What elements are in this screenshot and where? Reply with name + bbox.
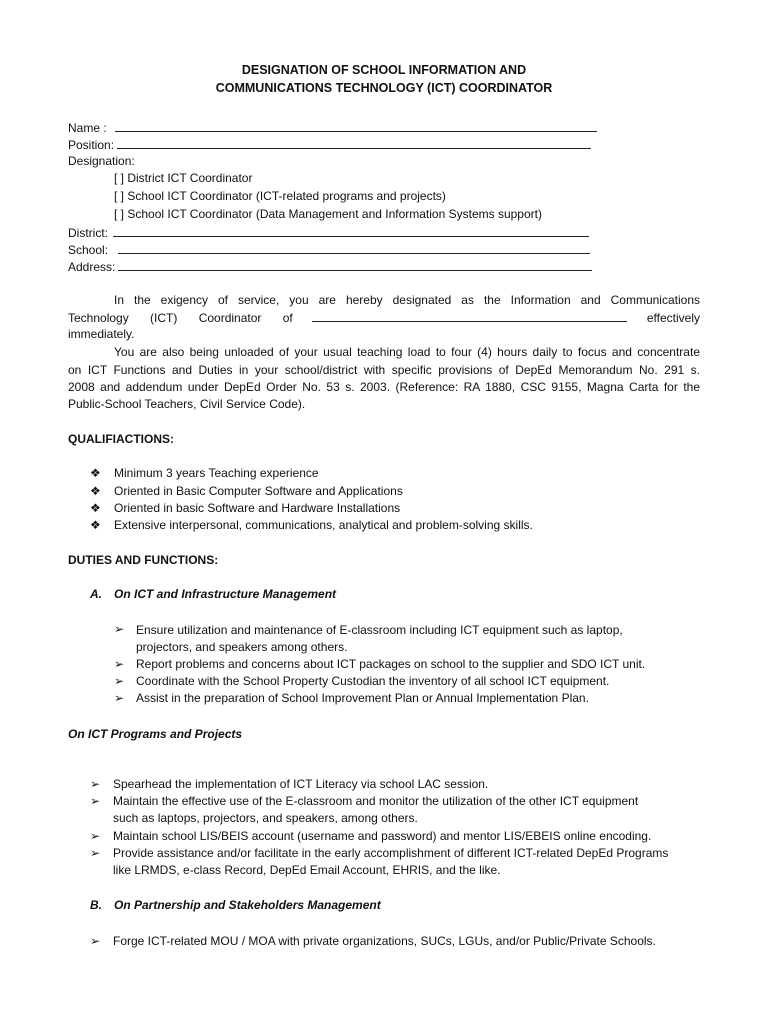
- designation-option-district: [ ] District ICT Coordinator: [114, 171, 253, 185]
- program-item-line: like LRMDS, e-class Record, DepEd Email Account, EHRIS, and the like.: [113, 863, 501, 877]
- arrow-bullet-icon: ➢: [114, 674, 125, 688]
- duty-item-line: Report problems and concerns about ICT packages on school to the supplier and SDO ICT unit.: [136, 657, 646, 671]
- qualification-item: Oriented in basic Software and Hardware Installations: [114, 501, 401, 515]
- position-field: [68, 137, 591, 152]
- position-label: Position:: [68, 138, 115, 152]
- arrow-bullet-icon: ➢: [90, 777, 101, 791]
- district-label: District:: [68, 226, 108, 240]
- duty-item-line: projectors, and speakers among others.: [136, 640, 348, 654]
- program-item-line: Maintain school LIS/BEIS account (username and password) and mentor LIS/EBEIS online encoding.: [113, 829, 652, 843]
- address-field: [68, 259, 592, 274]
- program-item-line: Provide assistance and/or facilitate in the early accomplishment of different ICT-related DepEd Programs: [113, 846, 669, 860]
- qualification-item: Extensive interpersonal, communications, analytical and problem-solving skills.: [114, 518, 533, 532]
- diamond-bullet-icon: ❖: [90, 484, 101, 498]
- designation-option-school-programs: [ ] School ICT Coordinator (ICT-related programs and projects): [114, 189, 446, 203]
- duty-item-line: Assist in the preparation of School Improvement Plan or Annual Implementation Plan.: [136, 691, 589, 705]
- name-field: [68, 120, 597, 135]
- district-field: [68, 225, 589, 240]
- diamond-bullet-icon: ❖: [90, 466, 101, 480]
- partnership-item-line: Forge ICT-related MOU / MOA with private organizations, SUCs, LGUs, and/or Public/Private Schools.: [113, 934, 656, 948]
- section-a-letter: A.: [90, 587, 102, 601]
- arrow-bullet-icon: ➢: [114, 657, 125, 671]
- section-b-letter: B.: [90, 898, 102, 912]
- qualifications-heading: QUALIFIACTIONS:: [68, 432, 174, 446]
- designation-place-blank-line: [312, 310, 627, 322]
- arrow-bullet-icon: ➢: [114, 622, 125, 636]
- address-blank-line: [118, 259, 592, 271]
- duty-item-line: Coordinate with the School Property Custodian the inventory of all school ICT equipment.: [136, 674, 610, 688]
- district-blank-line: [113, 225, 589, 237]
- position-blank-line: [117, 137, 591, 149]
- arrow-bullet-icon: ➢: [90, 794, 101, 808]
- designation-label: Designation:: [68, 154, 135, 168]
- name-label: Name :: [68, 121, 107, 135]
- program-item-line: such as laptops, projectors, and speakers, among others.: [113, 811, 418, 825]
- duties-heading: DUTIES AND FUNCTIONS:: [68, 553, 219, 567]
- document-title-line-1: DESIGNATION OF SCHOOL INFORMATION AND: [241, 63, 527, 77]
- section-b-title: On Partnership and Stakeholders Management: [114, 898, 381, 912]
- address-label: Address:: [68, 260, 116, 274]
- arrow-bullet-icon: ➢: [90, 846, 101, 860]
- diamond-bullet-icon: ❖: [90, 501, 101, 515]
- duty-item-line: Ensure utilization and maintenance of E-classroom including ICT equipment such as laptop,: [136, 623, 623, 637]
- arrow-bullet-icon: ➢: [114, 691, 125, 705]
- name-blank-line: [115, 120, 597, 132]
- designation-option-school-data: [ ] School ICT Coordinator (Data Management and Information Systems support): [114, 207, 542, 221]
- school-label: School:: [68, 243, 109, 257]
- paragraph-1-effectively-text: effectively: [646, 311, 700, 325]
- programs-section-title: On ICT Programs and Projects: [68, 727, 243, 741]
- paragraph-2-line-4: Public-School Teachers, Civil Service Code).: [68, 397, 306, 411]
- program-item-line: Maintain the effective use of the E-classroom and monitor the utilization of the other ICT equipment: [113, 794, 639, 808]
- paragraph-1-line-1: In the exigency of service, you are hereby designated as the Information and Communications: [114, 293, 700, 307]
- paragraph-1-line-3: immediately.: [68, 327, 135, 341]
- arrow-bullet-icon: ➢: [90, 829, 101, 843]
- paragraph-1-designation-text: Technology (ICT) Coordinator of: [68, 311, 293, 325]
- document-title-line-2: COMMUNICATIONS TECHNOLOGY (ICT) COORDINATOR: [215, 81, 553, 95]
- qualification-item: Minimum 3 years Teaching experience: [114, 466, 319, 480]
- qualification-item: Oriented in Basic Computer Software and Applications: [114, 484, 403, 498]
- section-a-title: On ICT and Infrastructure Management: [114, 587, 337, 601]
- diamond-bullet-icon: ❖: [90, 518, 101, 532]
- paragraph-2-line-2: on ICT Functions and Duties in your school/district with specific provisions of DepEd Memorandum No. 291 s.: [68, 363, 700, 377]
- paragraph-1-line-2: [68, 310, 700, 325]
- school-blank-line: [118, 242, 590, 254]
- school-field: [68, 242, 590, 257]
- paragraph-2-line-3: 2008 and addendum under DepEd Order No. 53 s. 2003. (Reference: RA 1880, CSC 9155, Magna Carta for the: [68, 380, 700, 394]
- paragraph-2-line-1: You are also being unloaded of your usual teaching load to four (4) hours daily to focus and concentrate: [114, 345, 700, 359]
- program-item-line: Spearhead the implementation of ICT Literacy via school LAC session.: [113, 777, 489, 791]
- arrow-bullet-icon: ➢: [90, 934, 101, 948]
